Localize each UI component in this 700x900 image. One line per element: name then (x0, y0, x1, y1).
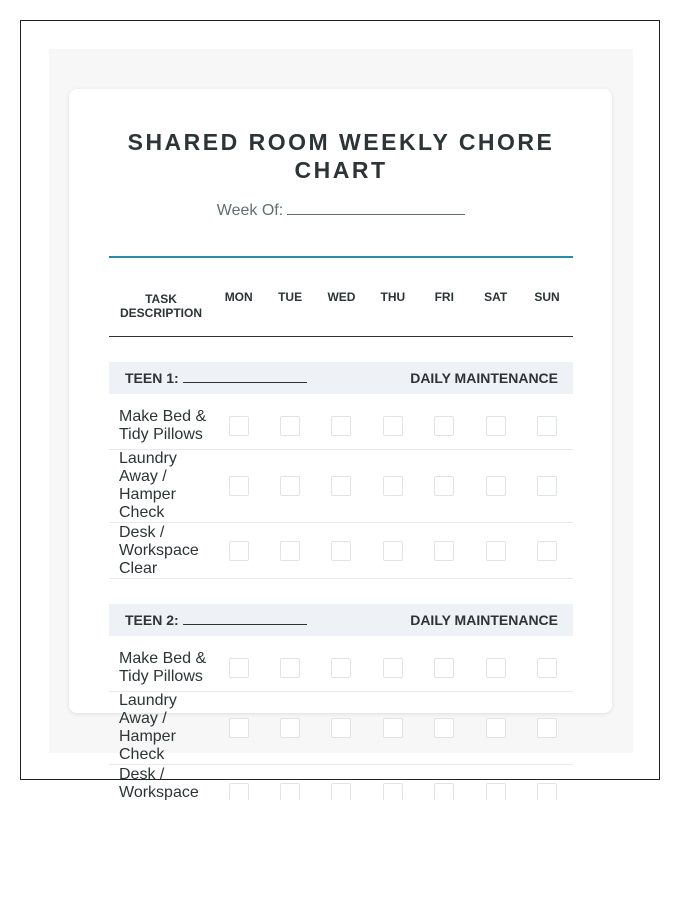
checkbox-sat[interactable] (486, 541, 506, 561)
checkbox-wed[interactable] (331, 718, 351, 738)
checkbox-wed[interactable] (331, 541, 351, 561)
checkbox-fri[interactable] (434, 541, 454, 561)
checkbox-sun[interactable] (537, 476, 557, 496)
header-day-mon: MON (224, 290, 253, 304)
task-row (109, 523, 573, 579)
teen-name-blank[interactable] (183, 370, 307, 383)
task-row (109, 644, 573, 692)
header-day-tue: TUE (278, 290, 303, 304)
table-header (109, 258, 573, 337)
section-teen-1 (109, 362, 573, 579)
header-day-fri: FRI (434, 290, 454, 304)
checkbox-sat[interactable] (486, 718, 506, 738)
task-row (109, 692, 573, 765)
checkbox-thu[interactable] (383, 416, 403, 436)
header-day-thu: THU (380, 290, 406, 304)
checkbox-fri[interactable] (434, 476, 454, 496)
checkbox-sun[interactable] (537, 541, 557, 561)
teen-name (125, 612, 307, 628)
chart-content (109, 128, 573, 821)
checkbox-mon[interactable] (229, 718, 249, 738)
section-teen-2 (109, 604, 573, 821)
checkbox-thu[interactable] (383, 718, 403, 738)
header-day-sat: SAT (484, 290, 508, 304)
checkbox-mon[interactable] (229, 541, 249, 561)
teen-label: TEEN 1: (125, 370, 179, 386)
checkbox-mon[interactable] (229, 476, 249, 496)
checkbox-wed[interactable] (331, 658, 351, 678)
checkbox-tue[interactable] (280, 658, 300, 678)
checkbox-mon[interactable] (229, 416, 249, 436)
section-band (109, 362, 573, 394)
teen-name-blank[interactable] (183, 612, 307, 625)
checkbox-sat[interactable] (486, 476, 506, 496)
checkbox-tue[interactable] (280, 541, 300, 561)
week-of-blank[interactable] (287, 200, 465, 215)
task-label: Make Bed & Tidy Pillows (119, 649, 207, 685)
week-of (109, 200, 573, 220)
task-label: Desk / Workspace (119, 765, 199, 801)
task-label: Laundry Away / Hamper Check (119, 450, 177, 521)
chart-title: SHARED ROOM WEEKLY CHORE CHART (127, 129, 555, 183)
checkbox-mon[interactable] (229, 658, 249, 678)
checkbox-wed[interactable] (331, 416, 351, 436)
teen-label: TEEN 2: (125, 612, 179, 628)
checkbox-sat[interactable] (486, 658, 506, 678)
section-band (109, 604, 573, 636)
checkbox-tue[interactable] (280, 718, 300, 738)
task-row (109, 402, 573, 450)
checkbox-tue[interactable] (280, 416, 300, 436)
header-task: TASK DESCRIPTION (119, 291, 202, 320)
section-category: DAILY MAINTENANCE (410, 370, 558, 386)
checkbox-thu[interactable] (383, 658, 403, 678)
task-label: Desk / Workspace Clear (119, 523, 199, 577)
section-category: DAILY MAINTENANCE (410, 612, 558, 628)
checkbox-fri[interactable] (434, 658, 454, 678)
checkbox-fri[interactable] (434, 718, 454, 738)
week-of-label: Week Of: (216, 202, 284, 219)
checkbox-tue[interactable] (280, 476, 300, 496)
checkbox-sun[interactable] (537, 718, 557, 738)
header-day-wed: WED (327, 290, 356, 304)
task-row (109, 450, 573, 523)
task-label: Make Bed & Tidy Pillows (119, 407, 207, 443)
teen-name (125, 370, 307, 386)
checkbox-sun[interactable] (537, 416, 557, 436)
checkbox-fri[interactable] (434, 416, 454, 436)
checkbox-thu[interactable] (383, 541, 403, 561)
header-day-sun: SUN (534, 290, 560, 304)
page-bottom-margin (0, 800, 700, 900)
checkbox-sun[interactable] (537, 658, 557, 678)
checkbox-wed[interactable] (331, 476, 351, 496)
task-label: Laundry Away / Hamper Check (119, 692, 177, 763)
checkbox-sat[interactable] (486, 416, 506, 436)
checkbox-thu[interactable] (383, 476, 403, 496)
